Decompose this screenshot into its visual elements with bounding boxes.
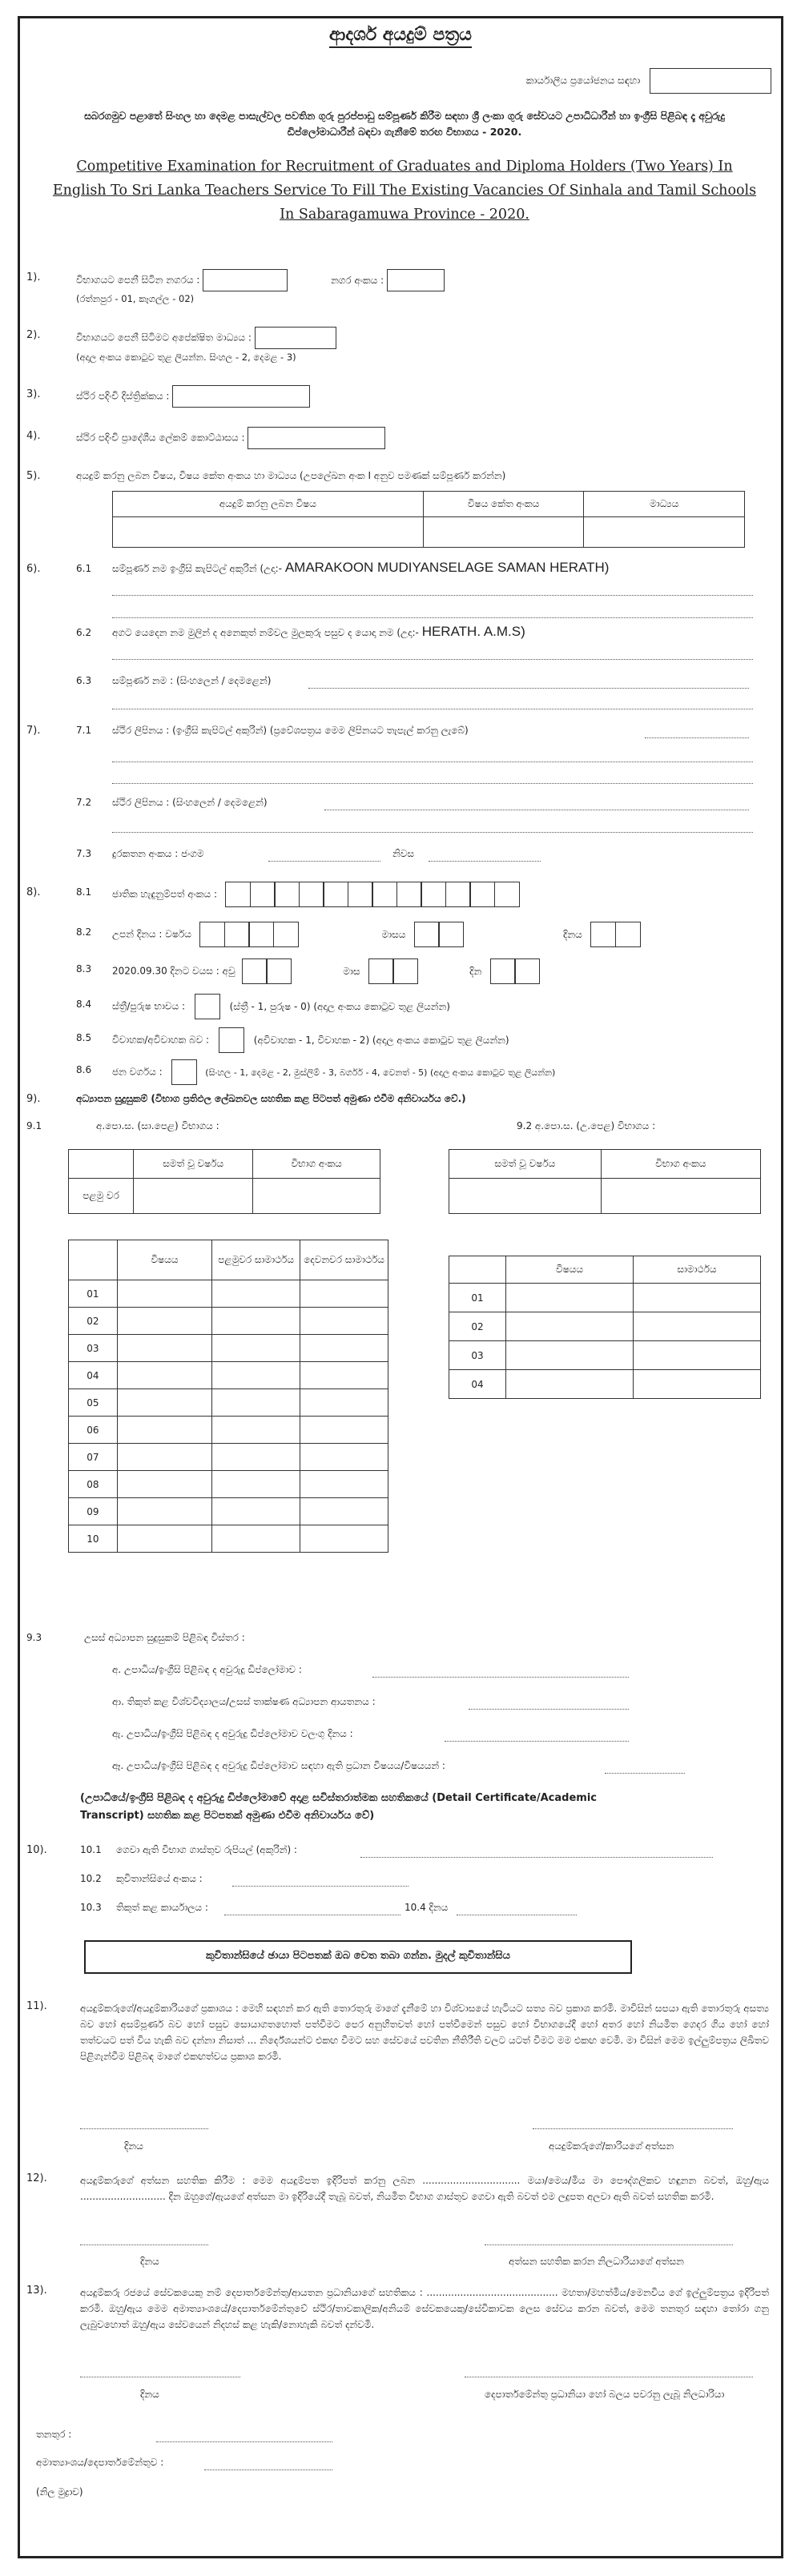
- table-row: [449, 1312, 761, 1341]
- s72-label: ස්ථිර ලිපිනය : (සිංහලෙන් / දෙමළෙන්): [112, 797, 268, 808]
- s63-label: සම්පූර්ණ නම : (සිංහලෙන් / දෙමළෙන්): [112, 675, 272, 686]
- al-index-head: විභාග අංකය: [601, 1150, 760, 1179]
- s84-label: ස්ත්‍රී/පුරුෂ භාවය :: [112, 1000, 186, 1012]
- s9-label: අධ්‍යාපන සුදුසුකම් (විභාග ප්‍රතිඵල ලේඛනවල සහතික කළ පිටපත් අමුණා එවීම අනිවාර්යය වේ.): [76, 1093, 466, 1104]
- row-number: 04: [69, 1362, 118, 1389]
- s3-number: 3).: [26, 388, 41, 400]
- s93-a-line[interactable]: [372, 1677, 629, 1678]
- age-month-cells[interactable]: [369, 966, 418, 977]
- row-number: 05: [69, 1389, 118, 1417]
- s82-row: [112, 922, 641, 947]
- medium-box[interactable]: [255, 327, 336, 349]
- s73-label: දුරකතන අංකය : ජංගම: [112, 848, 204, 859]
- s12-sig-label: අත්සන සහතික කරන නිලධාරියාගේ අත්සන: [509, 2256, 684, 2267]
- s72-number: 7.2: [76, 797, 92, 808]
- s73-home-label: නිවස: [392, 848, 415, 859]
- table-row: [69, 1308, 388, 1335]
- s1-number: 1).: [26, 271, 41, 283]
- dob-month-label: මාසය: [381, 928, 406, 940]
- s84-row: [112, 994, 450, 1019]
- home-line[interactable]: [429, 861, 541, 862]
- s13-sig-label: දෙපාර්තමේන්තු ප්‍රධානියා හෝ බලය පවරනු ලැබූ නිලධාරියා: [485, 2389, 725, 2400]
- s61-number: 6.1: [76, 563, 92, 574]
- s4-row: [76, 427, 385, 449]
- al-summary-table: [449, 1149, 761, 1214]
- table-row: [69, 1389, 388, 1417]
- ol-results-table: [68, 1240, 388, 1553]
- s9-number: 9).: [26, 1093, 41, 1105]
- marital-cell[interactable]: [219, 1027, 244, 1053]
- city-no-label: නගර අංකය :: [331, 274, 384, 286]
- table-row: [69, 1471, 388, 1498]
- s84-note: (ස්ත්‍රී - 1, පුරුෂ - 0) (අදාල අංකය කොටුව තුළ ලියන්න): [229, 1000, 450, 1012]
- ol-first-head: පළමුවර සාමාර්ථය: [212, 1240, 300, 1280]
- s83-row: [112, 958, 540, 984]
- s93-label: උසස් අධ්‍යාපන සුදුසුකම් පිළිබඳ විස්තර :: [84, 1632, 245, 1643]
- s61-line-2[interactable]: [112, 617, 753, 618]
- ministry-label: අමාත්‍යාංශය/දෙපාර්තමේන්තුව :: [36, 2457, 164, 2468]
- s93-b-line[interactable]: [469, 1709, 629, 1710]
- s82-number: 8.2: [76, 926, 92, 938]
- receipt-notice: කුවිතාන්සියේ ඡායා පිටපතක් ඔබ වෙත තබා ගන්න. මුදල් කුවිතාන්සිය: [84, 1940, 632, 1974]
- s10-number: 10).: [26, 1844, 47, 1856]
- s4-number: 4).: [26, 430, 41, 442]
- s62-number: 6.2: [76, 627, 92, 638]
- s11-sig-label: අයදුම්කරුගේ/කාරියගේ අත්සන: [549, 2140, 674, 2152]
- dob-year-cells[interactable]: [201, 929, 299, 940]
- ol-year-head: සමත් වූ වර්ෂය: [134, 1150, 253, 1179]
- s93-note-line2: Transcript) සහතික කළ පිටපතක් අමුණා එවීම අනිවාර්යය වේ): [80, 1810, 375, 1822]
- s12-number: 12).: [26, 2172, 47, 2184]
- s4-label: ස්ථිර පදිංචි ප්‍රාදේශීය ලේකම් කොට්ඨාසය :: [76, 432, 245, 444]
- age-year-cells[interactable]: [243, 966, 292, 977]
- row-number: 02: [449, 1312, 506, 1341]
- s8-number: 8).: [26, 886, 41, 898]
- s63-number: 6.3: [76, 675, 92, 686]
- s1-note: (රත්නපුර - 01, කෑගල්ල - 02): [76, 293, 195, 304]
- table-row: [449, 1284, 761, 1312]
- s91-label: අ.පො.ස. (සා.පෙළ) විභාගය :: [96, 1120, 219, 1131]
- office-use: [526, 68, 771, 94]
- s81-row: [112, 882, 520, 907]
- table-row: [69, 1417, 388, 1444]
- s103-number: 10.3: [80, 1902, 102, 1913]
- row-number: 06: [69, 1417, 118, 1444]
- s11-date-label: දිනය: [124, 2140, 143, 2152]
- s11-date-line[interactable]: [80, 2128, 208, 2129]
- subject-cell[interactable]: [113, 517, 424, 548]
- s2-label: විභාගයට පෙනී සිටිමට අපේක්ෂිත මාධ්‍යය :: [76, 332, 252, 344]
- table-row: [449, 1341, 761, 1370]
- s2-row: [76, 327, 336, 349]
- s83-number: 8.3: [76, 963, 92, 975]
- s11-sig-line[interactable]: [533, 2128, 733, 2129]
- s61-row: [112, 560, 609, 576]
- s81-number: 8.1: [76, 886, 92, 898]
- s71-line-1[interactable]: [645, 737, 749, 738]
- s63-line-1[interactable]: [308, 688, 749, 689]
- s86-label: ජන වර්ගය :: [112, 1066, 163, 1078]
- s103-label: තිකුත් කළ කාර්යාලය :: [116, 1902, 208, 1913]
- intro-text: සබරගමුව පළාතේ සිංහල හා දෙමළ පාසැල්වල පවතින ගුරු පුරප්පාඩු සම්පූර්ණ කිරීම සඳහා ශ්‍රී ලංකා ගුරු සේවයට උපාධිධාරීන් හා ඉංග්‍රීසි පිළිබඳ දෑ අවුරුදු ඩිප්ලෝමාධාරීන් බඳවා ගැනීමේ තරඟ විභාගය - 2020.: [84, 110, 725, 138]
- table-row: [449, 1370, 761, 1399]
- dob-day-label: දිනය: [563, 928, 582, 940]
- table-row: [69, 1280, 388, 1308]
- s6-number: 6).: [26, 563, 41, 575]
- subject-col: අයදුම් කරනු ලබන විෂය: [113, 492, 424, 517]
- ol-index-head: විභාග අංකය: [253, 1150, 380, 1179]
- age-month-label: මාස: [343, 965, 360, 977]
- city-no-box[interactable]: [387, 269, 445, 291]
- s13-number: 13).: [26, 2285, 47, 2297]
- al-subject-head: විෂයය: [506, 1256, 634, 1284]
- s93-d-label: ඈ. උපාධිය/ඉංග්‍රීසි පිළිබඳ ද අවුරුදු ඩිප්ලෝමාව සඳහා ඇති ප්‍රධාන විෂයය/විෂයයන් :: [112, 1760, 445, 1771]
- s101-line[interactable]: [360, 1857, 713, 1858]
- gender-cell[interactable]: [195, 994, 220, 1019]
- s13-text: අයදුම්කරු රජයේ සේවකයෙකු නම් දෙපාර්තමේන්තු/ආයතන ප්‍රධානියාගේ සහතිකය : ........................................... මහතා/මහත්මිය/මෙනවිය ගේ ඉල්ලුම්පත්‍රය ඉදිරිපත් කරමි. ඔහු/ඇය මෙම අමාත්‍යාංශයේ/දෙපාර්තමේන්තුවේ ස්ථිර/තාවකාලික/අනියම් සේවකයෙකු/සේවිකාවක ලෙස සේවය කරන බවත්, මෙම තනතුර සඳහා තෝරා ගනු ලැබුවහොත් ඔහු/ඇය සේවයෙන් නිදහස් කළ හැකි/නොහැකි බවත් දන්වමි.: [80, 2287, 769, 2330]
- s5-label: අයදුම් කරනු ලබන විෂය, විෂය කේත අංකය හා මාධ්‍යය (උපලේඛන අංක I අනුව පමණක් සම්පූර්ණ කරන්න): [76, 470, 506, 481]
- s93-a-label: අ. උපාධිය/ඉංග්‍රීසි පිළිබඳ ද අවුරුදු ඩිප්ලෝමාව :: [112, 1664, 302, 1675]
- s2-number: 2).: [26, 329, 41, 341]
- row-number: 03: [449, 1341, 506, 1370]
- s3-row: [76, 385, 310, 408]
- s71-line-3[interactable]: [112, 783, 753, 784]
- official-seal: (නිල මුද්‍රාව): [36, 2486, 83, 2498]
- s85-number: 8.5: [76, 1032, 92, 1043]
- row-number: 07: [69, 1444, 118, 1471]
- s7-number: 7).: [26, 725, 41, 737]
- s61-label: සම්පූර්ණ නම ඉංග්‍රීසි කැපිටල් අකුරින් (උදා:-: [112, 563, 282, 574]
- row-number: 08: [69, 1471, 118, 1498]
- table-row: [69, 1498, 388, 1525]
- s12-text: අයදුම්කරුගේ අත්සන සහතික කිරීම : මෙම අයදුම්පත ඉදිරිපත් කරනු ලබන ................................ මයා/මෙය/මිය මා පෞද්ගලිකව හඳුනන බවත්, ඔහු/ඇය ............................ දින ඔහුගේ/ඇයගේ අත්සන මා ඉදිරියේදී තැබූ බවත්, නියමිත විභාග ගාස්තුව ගෙවා ඇති බවත් එම ලදුපත අලවා ඇති බවත් සහතික කරමි.: [80, 2175, 769, 2202]
- city-box[interactable]: [203, 269, 288, 291]
- s73-number: 7.3: [76, 848, 92, 859]
- s12-sig-line[interactable]: [485, 2244, 733, 2245]
- office-use-label: කාර්යාලීය ප්‍රයෝජනය සඳහා: [525, 74, 641, 86]
- s93-c-line[interactable]: [445, 1741, 629, 1742]
- s91-number: 9.1: [26, 1120, 42, 1131]
- ol-index-cell[interactable]: [253, 1179, 380, 1214]
- s2-note: (අදාල අංකය කොටුව තුළ ලියන්න. සිංහල - 2, දෙමළ - 3): [76, 352, 296, 363]
- ol-summary-blank: [69, 1150, 134, 1179]
- s93-c-label: ඇ. උපාධිය/ඉංග්‍රීසි පිළිබඳ ද අවුරුදු ඩිප්ලෝමාව වලංගු දිනය :: [112, 1728, 353, 1739]
- s1-label: විභාගයට පෙනී සිටින නගරය :: [76, 274, 200, 286]
- al-grade-head: සාමාර්ථය: [633, 1256, 760, 1284]
- al-year-head: සමත් වූ වර්ෂය: [449, 1150, 602, 1179]
- code-col: විෂය කේත අංකය: [423, 492, 584, 517]
- s71-number: 7.1: [76, 725, 92, 736]
- table-row: [69, 1444, 388, 1471]
- al-results-blank: [449, 1256, 506, 1284]
- application-form: [18, 16, 783, 2558]
- age-day-cells[interactable]: [491, 966, 540, 977]
- s104-label: 10.4 දිනය: [405, 1902, 449, 1913]
- s84-number: 8.4: [76, 999, 92, 1010]
- ds-division-box[interactable]: [248, 427, 385, 449]
- office-use-box[interactable]: [650, 68, 771, 94]
- ol-results-blank: [69, 1240, 118, 1280]
- medium-col: මාධ්‍යය: [584, 492, 745, 517]
- age-day-label: දින: [469, 965, 482, 977]
- ol-subject-head: විෂයය: [117, 1240, 212, 1280]
- dob-day-cells[interactable]: [592, 929, 641, 940]
- s11-number: 11).: [26, 2000, 47, 2012]
- medium-cell[interactable]: [584, 517, 745, 548]
- s102-line[interactable]: [232, 1886, 409, 1887]
- s12-date-label: දිනය: [140, 2256, 159, 2267]
- s83-label: 2020.09.30 දිනට වයස : අවු: [112, 965, 235, 977]
- al-year-cell[interactable]: [449, 1179, 602, 1214]
- s93-note-line1: (උපාධියේ/ඉංග්‍රීසි පිළිබඳ ද අවුරුදු ඩිප්ලෝමාවේ අදාළ සවිස්තරාත්මක සහතිකයේ (Detail Certificate/Academic: [80, 1792, 597, 1804]
- s86-note: (සිංහල - 1, දෙමළ - 2, මුස්ලිම් - 3, බර්ගර් - 4, වෙනත් - 5) (අදාල අංකය කොටුව තුළ ලියන්න): [205, 1067, 556, 1078]
- full-name-value[interactable]: AMARAKOON MUDIYANSELAGE SAMAN HERATH): [284, 560, 610, 575]
- designation-label: තනතුර :: [36, 2429, 72, 2440]
- s85-note: (අවිවාහක - 1, විවාහක - 2) (අදාල අංකය කොටුව තුළ ලියන්න): [253, 1034, 509, 1046]
- s1-row: [76, 269, 445, 291]
- s85-label: විවාහක/අවිවාහක බව :: [112, 1034, 210, 1046]
- s93-note: [80, 1790, 745, 1825]
- name-initials-value[interactable]: HERATH. A.M.S): [421, 624, 525, 639]
- s72-line-2[interactable]: [112, 832, 753, 833]
- ol-first-attempt: පළමු වර: [69, 1179, 134, 1214]
- s101-label: ගෙවා ඇති විභාග ගාස්තුව රුපියල් (අකුරින්) :: [116, 1844, 297, 1855]
- s13-date-label: දිනය: [140, 2389, 159, 2400]
- mobile-line[interactable]: [268, 861, 380, 862]
- table-row: [69, 1525, 388, 1553]
- s61-line-1[interactable]: [112, 595, 753, 596]
- s86-row: [112, 1059, 555, 1085]
- subject-table: [112, 491, 745, 548]
- dob-month-cells[interactable]: [415, 929, 464, 940]
- s85-row: [112, 1027, 509, 1053]
- s102-label: කුවිතාන්සියේ අංකය :: [116, 1873, 203, 1884]
- form-title: ආදර්ශ අයදුම් පත්‍රය: [20, 25, 781, 45]
- row-number: 04: [449, 1370, 506, 1399]
- row-number: 10: [69, 1525, 118, 1553]
- al-results-table: [449, 1256, 761, 1399]
- table-row: [69, 1362, 388, 1389]
- row-number: 01: [449, 1284, 506, 1312]
- s81-label: ජාතික හැඳුනුම්පත් අංකය :: [112, 888, 218, 900]
- s62-line[interactable]: [112, 659, 753, 660]
- ol-second-head: දෙවනවර සාමාර්ථය: [300, 1240, 388, 1280]
- district-box[interactable]: [172, 385, 310, 408]
- nic-cells[interactable]: [227, 889, 520, 900]
- s93-d-line[interactable]: [605, 1773, 685, 1774]
- table-row: [69, 1335, 388, 1362]
- s92-label: 9.2 අ.පො.ස. (උ.පෙළ) විභාගය :: [517, 1120, 656, 1131]
- english-heading: Competitive Examination for Recruitment of Graduates and Diploma Holders (Two Years) In English To Sri Lanka Teachers Service To Fill The Existing Vacancies Of Sinhala and Tamil Schools In Sabaragamuwa Province - 2020.: [52, 159, 757, 223]
- s3-label: ස්ථිර පදිංචි දිස්ත්‍රික්කය :: [76, 390, 170, 402]
- s86-number: 8.6: [76, 1064, 92, 1075]
- s101-number: 10.1: [80, 1844, 102, 1855]
- row-number: 01: [69, 1280, 118, 1308]
- s93-b-label: ආ. තිකුත් කළ විශ්වවිද්‍යාලය/උසස් තාක්ෂණ අධ්‍යාපන ආයතනය :: [112, 1696, 376, 1707]
- row-number: 09: [69, 1498, 118, 1525]
- row-number: 02: [69, 1308, 118, 1335]
- s71-label: ස්ථිර ලිපිනය : (ඉංග්‍රීසි කැපිටල් අකුරින්) (ප්‍රවේශපත්‍රය මෙම ලිපිනයට තැපැල් කරනු ලැබේ): [112, 725, 469, 736]
- al-index-cell[interactable]: [601, 1179, 760, 1214]
- s11-text: අයදුම්කරුගේ/අයදුම්කාරියගේ ප්‍රකාශය : මෙහි සඳහන් කර ඇති තොරතුරු මාගේ දැනීමේ හා විශ්වාසයේ හැටියට සත්‍ය බව ප්‍රකාශ කරමි. මාවිසින් සපයා ඇති තොරතුරු අසත්‍ය බව හෝ අසම්පූර්ණ බව හෝ පසුව සොයාගතහොත් පත්වීමට පෙර අනුහිතවත් හෝ පත්වීමෙන් පසුව හෝ විභාගයේදී හෝ අතර හෝ නියමිත ගෙදර ගිය හෝ හෝ තත්වයට පත් විය හැකි බව දන්නා නිසාත් ... නිර්දේශයන්ට එකඟ වීමට සහ සේවයේ පවතින නීතිරීති වලට යටත් වීමට මම එකඟ වෙමි. මා විසින් මෙම ඉල්ලුම්පත්‍රය ලිඛිතව පිළිගැන්වීම පිළිබඳ මාගේ එකඟත්වය ප්‍රකාශ කරමි.: [80, 2003, 769, 2062]
- ol-summary-table: [68, 1149, 380, 1214]
- s5-number: 5).: [26, 470, 41, 482]
- designation-line[interactable]: [156, 2441, 332, 2442]
- s82-label: උපන් දිනය : වර්ෂය: [112, 928, 191, 940]
- row-number: 03: [69, 1335, 118, 1362]
- s12-date-line[interactable]: [80, 2244, 208, 2245]
- s93-number: 9.3: [26, 1632, 42, 1643]
- ol-year-cell[interactable]: [134, 1179, 253, 1214]
- ethnicity-cell[interactable]: [171, 1059, 197, 1085]
- code-cell[interactable]: [423, 517, 584, 548]
- s62-row: [112, 624, 525, 640]
- s102-number: 10.2: [80, 1873, 102, 1884]
- s62-label: අගට යෙදෙන නම මුලින් ද අනෙකුත් නම්වල මුලකුරු පසුව ද යොදා නම (උදා:-: [112, 627, 419, 638]
